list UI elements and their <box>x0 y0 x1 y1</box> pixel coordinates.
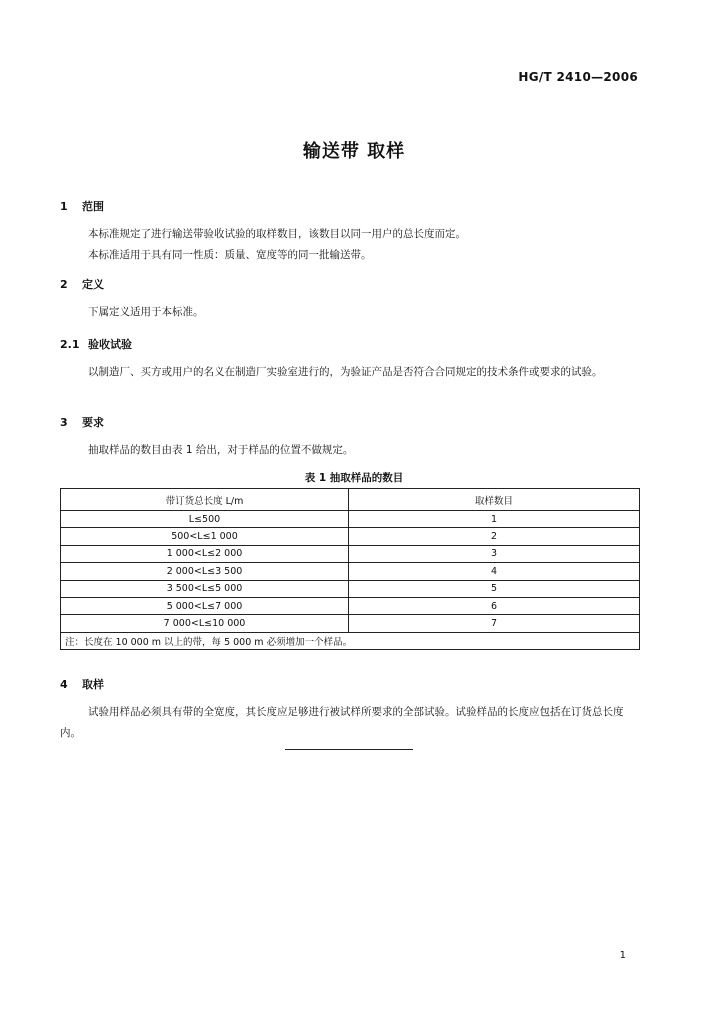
standard-code: HG/T 2410—2006 <box>518 70 638 84</box>
table-row <box>61 511 640 528</box>
sample-count-cell: 6 <box>349 597 640 614</box>
table-row <box>61 615 640 632</box>
section-2-heading <box>60 276 104 292</box>
section-2-1-body <box>60 362 640 383</box>
page-number: 1 <box>619 950 626 961</box>
column-header-count: 取样数目 <box>349 489 640 511</box>
table-note-row <box>61 632 640 649</box>
paragraph: 试验用样品必须具有带的全宽度，其长度应足够进行被试样所要求的全部试验。试验样品的长度应包括在订货总长度内。 <box>60 706 624 739</box>
section-title: 要求 <box>82 416 104 429</box>
paragraph: 本标准适用于具有同一性质：质量、宽度等的同一批输送带。 <box>88 249 372 261</box>
section-number: 4 <box>60 678 68 691</box>
section-1-body <box>60 224 640 266</box>
section-title: 验收试验 <box>88 338 132 351</box>
section-title: 范围 <box>82 200 104 213</box>
length-range-cell: 5 000<L≤7 000 <box>61 597 349 614</box>
section-3-body <box>60 440 640 461</box>
sampling-table <box>60 488 640 650</box>
document-title: 输送带 取样 <box>302 141 406 162</box>
sample-count-cell: 1 <box>349 511 640 528</box>
length-range-cell: 500<L≤1 000 <box>61 528 349 545</box>
paragraph: 以制造厂、买方或用户的名义在制造厂实验室进行的，为验证产品是否符合合同规定的技术条件或要求的试验。 <box>88 366 603 378</box>
sample-count-cell: 7 <box>349 615 640 632</box>
table-row <box>61 545 640 562</box>
section-1-heading <box>60 198 104 214</box>
paragraph: 下属定义适用于本标准。 <box>88 306 204 318</box>
length-range-cell: 1 000<L≤2 000 <box>61 545 349 562</box>
table-note: 注：长度在 10 000 m 以上的带，每 5 000 m 必须增加一个样品。 <box>61 632 640 649</box>
sample-count-cell: 3 <box>349 545 640 562</box>
table-row <box>61 580 640 597</box>
section-number: 3 <box>60 416 68 429</box>
section-4-body <box>60 702 640 744</box>
section-2-body <box>60 302 640 323</box>
sample-count-cell: 4 <box>349 563 640 580</box>
table-row <box>61 563 640 580</box>
table-header-row <box>61 489 640 511</box>
section-title: 定义 <box>82 278 104 291</box>
table-row <box>61 528 640 545</box>
section-2-1-heading <box>60 336 132 352</box>
paragraph: 抽取样品的数目由表 1 给出，对于样品的位置不做规定。 <box>88 444 354 456</box>
section-title: 取样 <box>82 678 104 691</box>
section-3-heading <box>60 414 104 430</box>
section-4-heading <box>60 676 104 692</box>
section-number: 2 <box>60 278 68 291</box>
sample-count-cell: 5 <box>349 580 640 597</box>
length-range-cell: L≤500 <box>61 511 349 528</box>
table-row <box>61 597 640 614</box>
paragraph: 本标准规定了进行输送带验收试验的取样数目，该数目以同一用户的总长度而定。 <box>88 228 466 240</box>
end-divider <box>285 749 413 750</box>
section-number: 1 <box>60 200 68 213</box>
length-range-cell: 7 000<L≤10 000 <box>61 615 349 632</box>
section-number: 2.1 <box>60 338 80 351</box>
length-range-cell: 3 500<L≤5 000 <box>61 580 349 597</box>
column-header-length: 带订货总长度 L/m <box>61 489 349 511</box>
table-caption: 表 1 抽取样品的数目 <box>304 472 404 484</box>
sample-count-cell: 2 <box>349 528 640 545</box>
length-range-cell: 2 000<L≤3 500 <box>61 563 349 580</box>
